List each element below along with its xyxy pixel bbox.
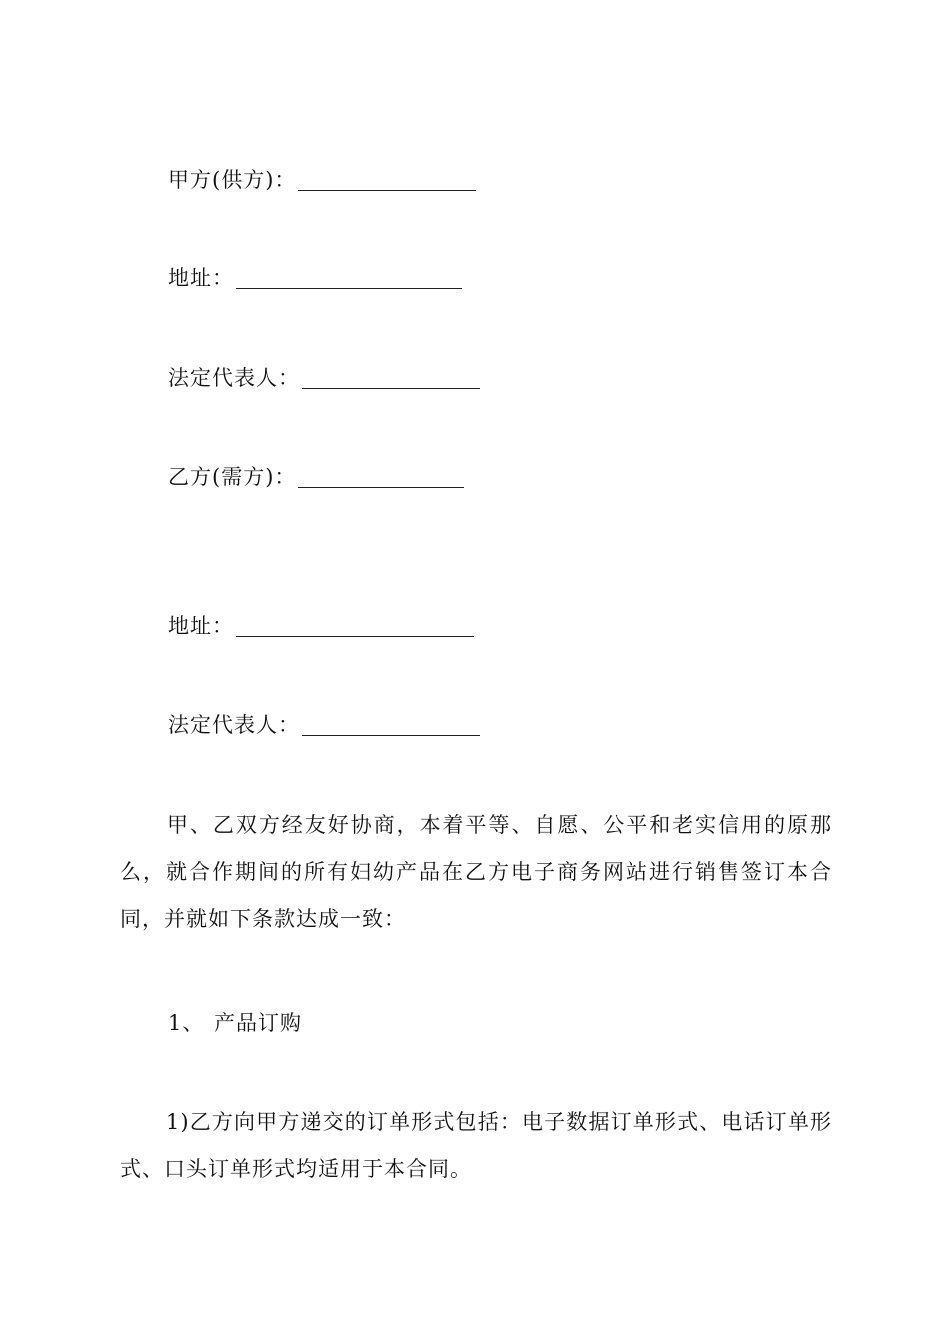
- party-b-rep-blank[interactable]: [302, 713, 480, 736]
- party-a-address-label: 地址：: [168, 266, 234, 290]
- party-a-rep-blank[interactable]: [302, 366, 480, 389]
- party-b-title-field: [168, 462, 464, 492]
- party-a-title-label: 甲方(供方)：: [168, 168, 297, 192]
- party-b-rep-field: [168, 710, 480, 740]
- party-a-title-field: [168, 165, 476, 195]
- clause-1-1: [120, 1099, 832, 1193]
- party-b-title-label: 乙方(需方)：: [168, 465, 297, 489]
- intro-paragraph: [120, 802, 832, 943]
- party-b-address-label: 地址：: [168, 614, 234, 638]
- section-1-title: 产品订购: [214, 1011, 302, 1035]
- party-a-rep-label: 法定代表人：: [168, 366, 300, 390]
- section-1-heading: [168, 1008, 302, 1038]
- party-a-address-field: [168, 263, 462, 293]
- party-b-rep-label: 法定代表人：: [168, 713, 300, 737]
- party-a-rep-field: [168, 363, 480, 393]
- party-a-address-blank[interactable]: [236, 266, 462, 289]
- party-b-address-blank[interactable]: [236, 614, 474, 637]
- intro-paragraph-text: 甲、乙双方经友好协商，本着平等、自愿、公平和老实信用的原那么，就合作期间的所有妇幼产品在乙方电子商务网站进行销售签订本合同，并就如下条款达成一致：: [120, 813, 832, 931]
- clause-1-1-text: 1)乙方向甲方递交的订单形式包括：电子数据订单形式、电话订单形式、口头订单形式均适用于本合同。: [120, 1110, 832, 1181]
- section-1-number: 1、: [168, 1011, 205, 1035]
- party-b-title-blank[interactable]: [298, 465, 464, 488]
- party-b-address-field: [168, 611, 474, 641]
- party-a-title-blank[interactable]: [298, 168, 476, 191]
